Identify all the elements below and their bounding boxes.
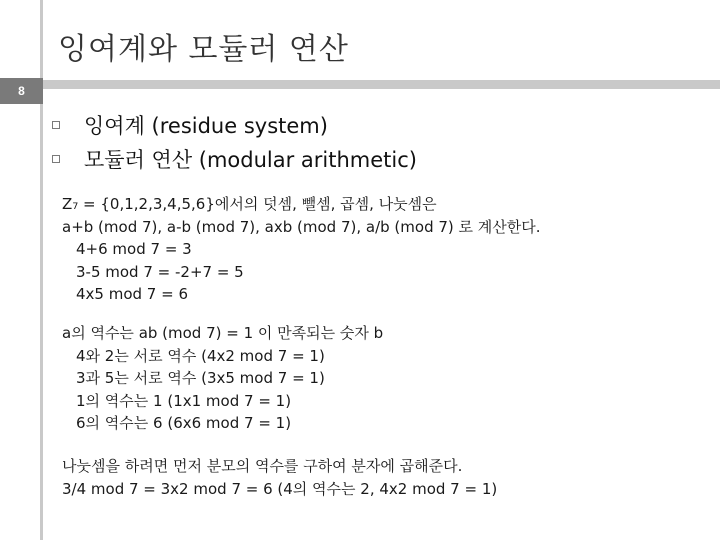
example-line: 4x5 mod 7 = 6 — [76, 285, 189, 303]
example-line: 3-5 mod 7 = -2+7 = 5 — [76, 262, 244, 281]
example-line: 1의 역수는 1 (1x1 mod 7 = 1) — [76, 391, 292, 410]
bullet-item — [50, 142, 417, 176]
bullet-item — [50, 108, 417, 142]
square-bullet-icon — [52, 155, 60, 163]
example-line: 4와 2는 서로 역수 (4x2 mod 7 = 1) — [76, 346, 325, 365]
text-line: Z₇ = {0,1,2,3,4,5,6}에서의 덧셈, 뺄셈, 곱셈, 나눗셈은 — [62, 195, 437, 213]
division-block — [62, 455, 497, 500]
example-line: 3과 5는 서로 역수 (3x5 mod 7 = 1) — [76, 369, 325, 387]
page-number: 8 — [0, 78, 43, 104]
square-bullet-icon — [52, 121, 60, 129]
operations-block — [62, 193, 541, 306]
bullet-text: 모듈러 연산 (modular arithmetic) — [84, 148, 417, 172]
inverse-block — [62, 322, 383, 435]
text-line: a+b (mod 7), a-b (mod 7), axb (mod 7), a/b (mod 7) 로 계산한다. — [62, 217, 541, 236]
text-line: a의 역수는 ab (mod 7) = 1 이 만족되는 숫자 b — [62, 324, 384, 342]
bullet-text: 잉여계 (residue system) — [84, 114, 328, 138]
example-line: 4+6 mod 7 = 3 — [76, 240, 192, 258]
slide-title: 잉여계와 모듈러 연산 — [58, 32, 349, 67]
title-divider-band — [0, 80, 720, 89]
text-line: 나눗셈을 하려면 먼저 분모의 역수를 구하여 분자에 곱해준다. — [62, 457, 463, 475]
bullet-list — [50, 108, 417, 176]
text-line: 3/4 mod 7 = 3x2 mod 7 = 6 (4의 역수는 2, 4x2 mod 7 = 1) — [62, 479, 498, 498]
example-line: 6의 역수는 6 (6x6 mod 7 = 1) — [76, 414, 292, 432]
